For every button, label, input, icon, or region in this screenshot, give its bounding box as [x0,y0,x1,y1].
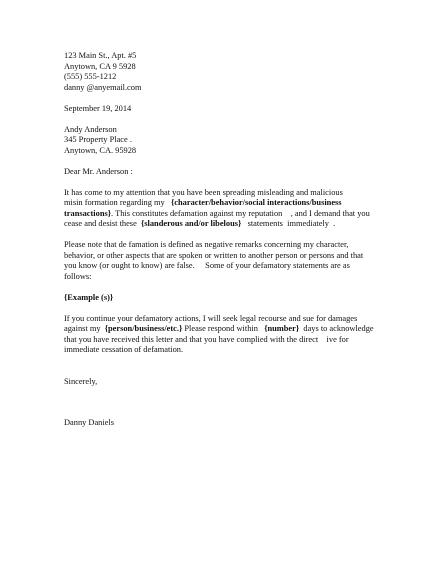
placeholder-field: {number} [264,324,300,333]
paragraph-text: against my [64,324,105,333]
paragraph-line: you know (or ought to know) are false. Some of your defamatory statements are as [64,261,350,270]
paragraph-line [64,209,384,220]
paragraph-line: that you have received this letter and that you have complied with the direct ive for [64,334,349,344]
letter-body [64,51,384,429]
paragraph-text: misin formation regarding my [64,198,171,207]
paragraph-line: It has come to my attention that you have been spreading misleading and malicious [64,187,343,197]
paragraph-text: Please respond within [182,324,265,333]
paragraph-text: days to acknowledge [299,324,374,333]
letter-date: September 19, 2014 [64,103,132,113]
sender-city: Anytown, CA 9 5928 [64,61,136,71]
paragraph-line [64,198,384,209]
salutation: Dear Mr. Anderson : [64,166,133,176]
paragraph-line [64,324,384,335]
recipient-address [64,125,384,157]
placeholder-field: transactions} [64,208,112,218]
sender-address [64,51,384,93]
paragraph-text: . This constitutes defamation against my reputation , and I demand that you [111,208,370,218]
placeholder-field: {slanderous and/or libelous} [140,219,242,228]
sender-phone: (555) 555-1212 [64,72,117,81]
closing: Sincerely, [64,376,98,386]
recipient-name: Andy Anderson [64,124,117,134]
paragraph-line: immediate cessation of defamation. [64,345,184,354]
sender-street: 123 Main St., Apt. #5 [64,51,137,60]
paragraph-line: If you continue your defamatory actions, I will seek legal recourse and sue for damages [64,313,358,323]
sender-email: danny @anyemail.com [64,82,142,92]
placeholder-field: {person/business/etc.} [104,324,183,333]
placeholder-field: {character/behavior/social interactions/business [171,198,342,207]
example-placeholder: {Example (s)} [64,292,114,302]
recipient-city: Anytown, CA. 95928 [64,145,137,155]
paragraph-definition [64,240,384,282]
signature-name: Danny Daniels [64,418,115,427]
paragraph-text: statements immediately . [241,219,336,228]
paragraph-text: cease and desist these [64,219,141,228]
paragraph-line: follows: [64,271,92,281]
paragraph-line: behavior, or other aspects that are spoken or written to another person or persons and that [64,250,364,260]
paragraph-line [64,219,384,230]
paragraph-accusation [64,188,384,230]
paragraph-demand [64,314,384,356]
recipient-street: 345 Property Place . [64,135,132,144]
paragraph-line: Please note that de famation is defined as negative remarks concerning my character, [64,240,349,249]
